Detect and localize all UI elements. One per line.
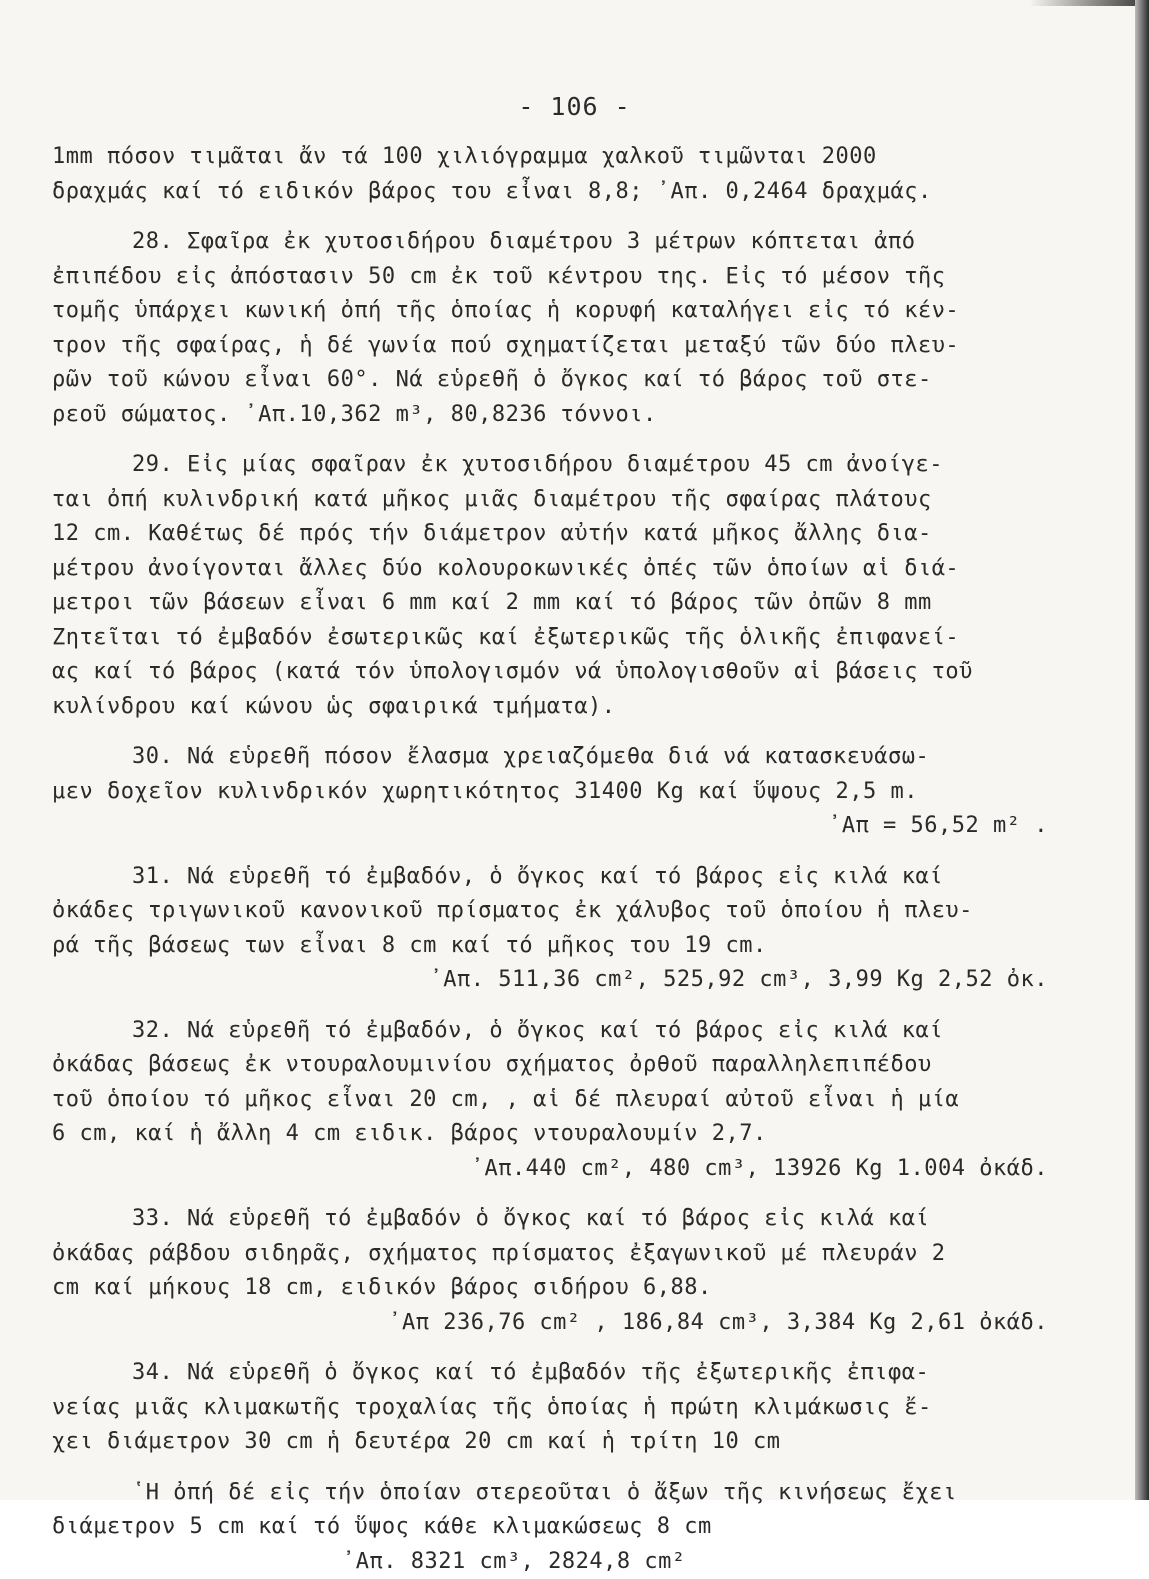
problem-31-start: 31. Νά εὑρεθῆ τό ἐμβαδόν, ὁ ὄγκος καί τό βάρος εἰς κιλά καί — [52, 860, 1052, 895]
text-line: ὀκάδες τριγωνικοῦ κανονικοῦ πρίσματος ἐκ χάλυβος τοῦ ὁποίου ἡ πλευ- — [52, 894, 1052, 929]
text-line: χει διάμετρον 30 cm ἡ δευτέρα 20 cm καί ἡ τρίτη 10 cm — [52, 1425, 1052, 1460]
text-line: ὀκάδας βάσεως ἐκ ντουραλουμινίου σχήματος ὀρθοῦ παραλληλεπιπέδου — [52, 1048, 1052, 1083]
problem-32-start: 32. Νά εὑρεθῆ τό ἐμβαδόν, ὁ ὄγκος καί τό βάρος εἰς κιλά καί — [52, 1014, 1052, 1049]
scan-edge-shadow — [1135, 0, 1149, 1500]
text-line: ας καί τό βάρος (κατά τόν ὑπολογισμόν νά ὑπολογισθοῦν αἱ βάσεις τοῦ — [52, 655, 1052, 690]
answer-line: ρεοῦ σώματος. ᾿Απ.10,362 m³, 80,8236 τόννοι. — [52, 398, 1052, 433]
page-text — [52, 140, 1052, 1579]
text-line: τρον τῆς σφαίρας, ἡ δέ γωνία πού σχηματίζεται μεταξύ τῶν δύο πλευ- — [52, 329, 1052, 364]
problem-28-start: 28. Σφαῖρα ἐκ χυτοσιδήρου διαμέτρου 3 μέτρων κόπτεται ἀπό — [52, 225, 1052, 260]
scan-top-shadow — [1029, 0, 1149, 6]
text-line: νείας μιᾶς κλιμακωτῆς τροχαλίας τῆς ὁποίας ἡ πρώτη κλιμάκωσις ἔ- — [52, 1391, 1052, 1426]
text-line: δραχμάς καί τό ειδικόν βάρος του εἶναι 8,8; ᾿Απ. 0,2464 δραχμάς. — [52, 175, 1052, 210]
problem-29-start: 29. Εἰς μίας σφαῖραν ἐκ χυτοσιδήρου διαμέτρου 45 cm ἀνοίγε- — [52, 448, 1052, 483]
text-line: Ζητεῖται τό ἐμβαδόν ἐσωτερικῶς καί ἐξωτερικῶς τῆς ὁλικῆς ἐπιφανεί- — [52, 621, 1052, 656]
text-line: ῾Η ὀπή δέ εἰς τήν ὁποίαν στερεοῦται ὁ ἄξων τῆς κινήσεως ἔχει — [52, 1476, 1052, 1511]
text-line: ται ὀπή κυλινδρική κατά μῆκος μιᾶς διαμέτρου τῆς σφαίρας πλάτους — [52, 483, 1052, 518]
text-line: μετροι τῶν βάσεων εἶναι 6 mm καί 2 mm καί τό βάρος τῶν ὀπῶν 8 mm — [52, 586, 1052, 621]
problem-34-start: 34. Νά εὑρεθῆ ὁ ὄγκος καί τό ἐμβαδόν τῆς ἐξωτερικῆς ἐπιφα- — [52, 1356, 1052, 1391]
page-number: - 106 - — [0, 92, 1149, 121]
text-line: ρῶν τοῦ κώνου εἶναι 60°. Νά εὑρεθῆ ὁ ὄγκος καί τό βάρος τοῦ στε- — [52, 363, 1052, 398]
answer-line: ᾿Απ. 8321 cm³, 2824,8 cm² — [52, 1545, 1052, 1579]
answer-line: ᾿Απ 236,76 cm² , 186,84 cm³, 3,384 Kg 2,61 ὀκάδ. — [52, 1306, 1052, 1341]
text-line: ρά τῆς βάσεως των εἶναι 8 cm καί τό μῆκος του 19 cm. — [52, 929, 1052, 964]
text-line: μεν δοχεῖον κυλινδρικόν χωρητικότητος 31400 Kg καί ὕψους 2,5 m. — [52, 775, 1052, 810]
text-line: κυλίνδρου καί κώνου ὡς σφαιρικά τμήματα). — [52, 690, 1052, 725]
text-line: μέτρου ἀνοίγονται ἄλλες δύο κολουροκωνικές ὀπές τῶν ὁποίων αἱ διά- — [52, 552, 1052, 587]
text-line: τομῆς ὑπάρχει κωνική ὀπή τῆς ὁποίας ἡ κορυφή καταλήγει εἰς τό κέν- — [52, 294, 1052, 329]
problem-33-start: 33. Νά εὑρεθῆ τό ἐμβαδόν ὁ ὄγκος καί τό βάρος εἰς κιλά καί — [52, 1202, 1052, 1237]
text-line: τοῦ ὁποίου τό μῆκος εἶναι 20 cm, , αἱ δέ πλευραί αὐτοῦ εἶναι ἡ μία — [52, 1083, 1052, 1118]
text-line: 1mm πόσον τιμᾶται ἄν τά 100 χιλιόγραμμα χαλκοῦ τιμῶνται 2000 — [52, 140, 1052, 175]
answer-line: ᾿Απ.440 cm², 480 cm³, 13926 Kg 1.004 ὀκάδ. — [52, 1152, 1052, 1187]
text-line: διάμετρον 5 cm καί τό ὕψος κάθε κλιμακώσεως 8 cm — [52, 1510, 1052, 1545]
text-line: 6 cm, καί ἡ ἄλλη 4 cm ειδικ. βάρος ντουραλουμίν 2,7. — [52, 1117, 1052, 1152]
answer-line: ᾿Απ = 56,52 m² . — [52, 809, 1052, 844]
problem-30-start: 30. Νά εὑρεθῆ πόσον ἔλασμα χρειαζόμεθα διά νά κατασκευάσω- — [52, 740, 1052, 775]
answer-line: ᾿Απ. 511,36 cm², 525,92 cm³, 3,99 Kg 2,52 ὀκ. — [52, 963, 1052, 998]
text-line: 12 cm. Καθέτως δέ πρός τήν διάμετρον αὐτήν κατά μῆκος ἄλλης δια- — [52, 517, 1052, 552]
text-line: ἐπιπέδου εἰς ἀπόστασιν 50 cm ἐκ τοῦ κέντρου της. Εἰς τό μέσον τῆς — [52, 260, 1052, 295]
text-line: cm καί μήκους 18 cm, ειδικόν βάρος σιδήρου 6,88. — [52, 1271, 1052, 1306]
text-line: ὀκάδας ράβδου σιδηρᾶς, σχήματος πρίσματος ἐξαγωνικοῦ μέ πλευράν 2 — [52, 1237, 1052, 1272]
